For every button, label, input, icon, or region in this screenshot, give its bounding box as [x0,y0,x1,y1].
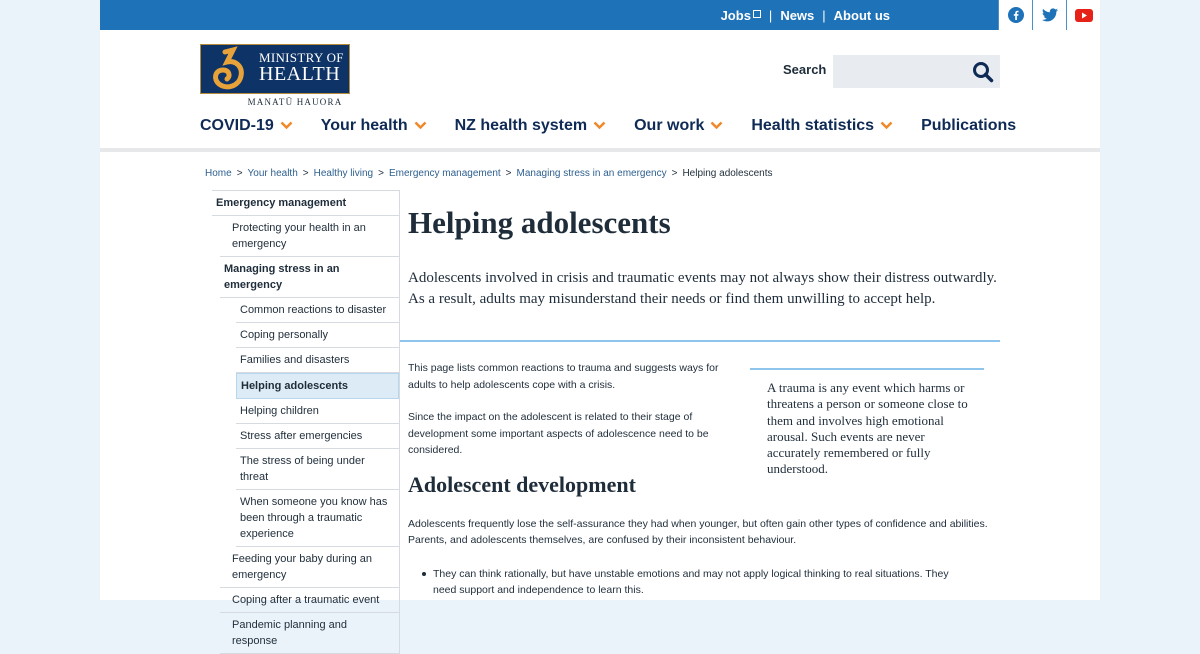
breadcrumb-emergency-management[interactable]: Emergency management [388,168,501,179]
sidebar-item-helping-children[interactable]: Helping children [236,399,399,424]
nav-label: COVID-19 [200,117,274,134]
intro-column [408,360,738,475]
nav-label: NZ health system [454,117,588,134]
logo-mark [200,44,350,94]
youtube-icon[interactable] [1066,0,1100,30]
chevron-down-icon [593,121,606,130]
logo-text [259,51,344,84]
main-nav [200,116,1044,152]
intro-paragraph: Since the impact on the adolescent is related to their stage of development some important aspects of adolescence need to be considered. [408,411,709,456]
lead-paragraph: Adolescents involved in crisis and traumatic events may not always show their distress outwardly. As a result, adults may misunderstand their needs or find them unwilling to accept help. [408,270,997,307]
search-button[interactable] [969,58,997,86]
logo-line2: HEALTH [259,63,341,85]
nav-item-nz-health-system[interactable] [455,116,606,152]
sidebar-item-helping-adolescents[interactable]: Helping adolescents [236,373,399,399]
breadcrumb-healthy-living[interactable]: Healthy living [313,168,374,179]
utility-separator: | [822,7,826,23]
nav-item-health-statistics[interactable] [751,116,893,152]
search-label: Search [783,62,827,77]
nav-label: Your health [320,117,408,134]
utility-links [721,0,890,30]
breadcrumb-separator: > [505,168,512,179]
sidebar-item-coping-personally[interactable]: Coping personally [236,323,399,348]
about-us-link[interactable]: About us [833,7,890,23]
sidebar-item-protecting-health[interactable]: Protecting your health in an emergency [220,216,399,257]
body-paragraph: Adolescents frequently lose the self-assurance they had when younger, but often gain other types of confidence and abilities. Parents, and adolescents themselves, are confused by their inconsistent behaviour. [408,518,988,546]
sidebar-nav [212,190,400,654]
breadcrumb-separator: > [378,168,384,179]
breadcrumb-managing-stress[interactable]: Managing stress in an emergency [516,168,667,179]
section-rule [400,340,1000,342]
external-link-icon [753,10,761,18]
sidebar-item-coping-after-event[interactable]: Coping after a traumatic event [220,588,399,613]
chevron-down-icon [414,121,427,130]
page [100,0,1100,647]
section-heading: Adolescent development [408,472,636,497]
nav-item-covid-19[interactable] [200,116,293,152]
chevron-down-icon [710,121,723,130]
search-icon [972,61,994,83]
nav-label: Publications [921,117,1017,134]
utility-separator: | [768,7,773,23]
jobs-link[interactable]: Jobs [720,7,751,23]
intro-paragraph: This page lists common reactions to trauma and suggests ways for adults to help adolescents cope with a crisis. [408,362,719,391]
news-link[interactable]: News [780,7,815,23]
sidebar-item-stress-after-emergencies[interactable]: Stress after emergencies [236,424,399,449]
breadcrumb-separator: > [236,168,243,179]
koru-icon [205,46,255,94]
nav-item-our-work[interactable] [634,116,723,152]
trauma-callout: A trauma is any event which harms or threatens a person or someone close to them and involves high emotional arousal. Such events are never accurately remembered or fully understood. [750,368,984,478]
nav-label: Health statistics [751,117,875,134]
ministry-logo[interactable] [200,44,350,108]
utility-bar [100,0,1100,30]
breadcrumb-home[interactable]: Home [205,168,232,179]
sidebar-item-pandemic-planning[interactable]: Pandemic planning and response [220,613,399,654]
breadcrumb-your-health[interactable]: Your health [247,168,298,179]
logo-subtitle: MANATŪ HAUORA [247,97,343,107]
chevron-down-icon [880,121,893,130]
twitter-icon[interactable] [1032,0,1066,30]
sidebar-heading[interactable]: Emergency management [212,190,399,216]
facebook-icon[interactable] [998,0,1032,30]
nav-divider [100,148,1100,152]
nav-item-publications[interactable] [921,116,1016,152]
breadcrumb-separator: > [302,168,309,179]
nav-item-your-health[interactable] [321,116,427,152]
sidebar-item-stress-under-threat[interactable]: The stress of being under threat [236,449,399,490]
breadcrumb-current: Helping adolescents [682,168,773,179]
logo-line1: MINISTRY OF [259,50,344,65]
sidebar-item-feeding-baby[interactable]: Feeding your baby during an emergency [220,547,399,588]
list-item: They can think rationally, but have unstable emotions and may not apply logical thinking to real situations. They need support and independence to learn this. [433,566,973,598]
sidebar-item-someone-you-know[interactable]: When someone you know has been through a traumatic experience [236,490,399,547]
chevron-down-icon [280,121,293,130]
nav-label: Our work [634,117,705,134]
bullet-list [433,566,973,598]
sidebar-item-common-reactions[interactable]: Common reactions to disaster [236,298,399,323]
sidebar-item-families-disasters[interactable]: Families and disasters [236,348,399,373]
page-title: Helping adolescents [408,205,671,240]
breadcrumb-separator: > [671,168,678,179]
breadcrumb [205,168,773,179]
sidebar-item-managing-stress[interactable]: Managing stress in an emergency [220,257,399,298]
social-links [998,0,1100,30]
